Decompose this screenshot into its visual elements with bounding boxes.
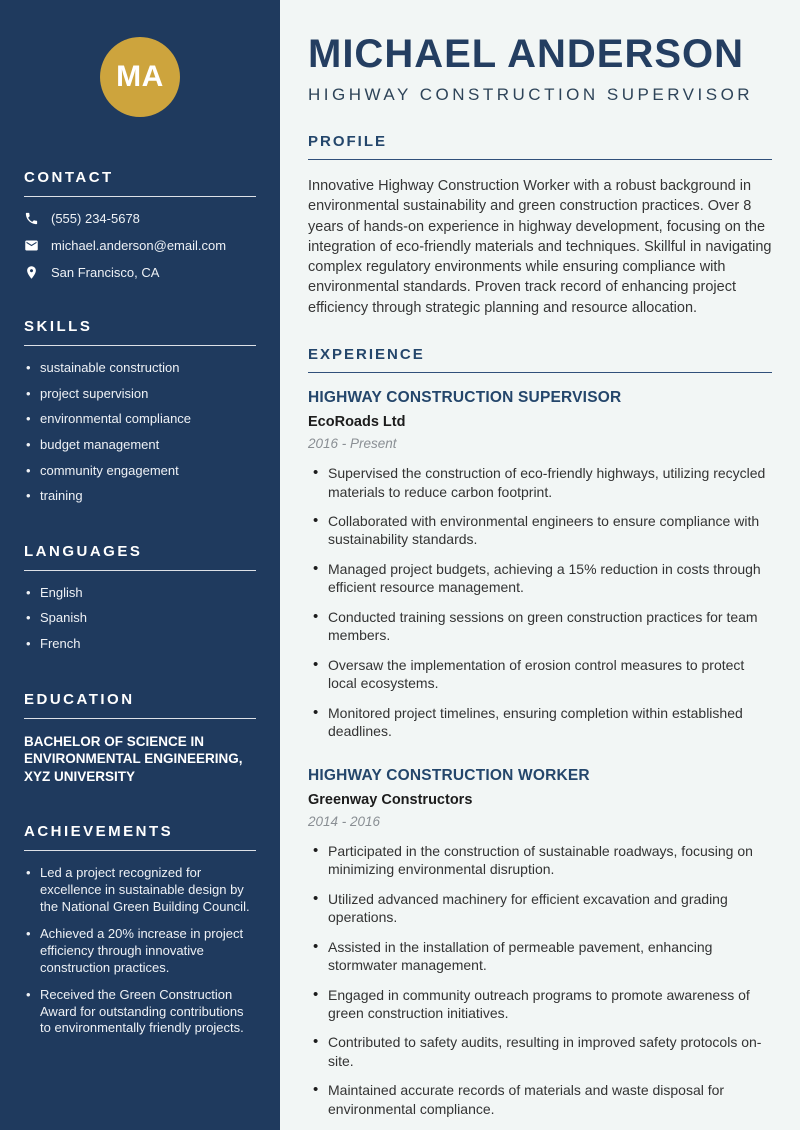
job-bullet: • Oversaw the implementation of erosion control measures to protect local ecosystems. xyxy=(308,656,772,693)
job-company: EcoRoads Ltd xyxy=(308,414,406,431)
sidebar xyxy=(0,0,280,1130)
phone-icon xyxy=(24,211,39,226)
job-dates: 2014 - 2016 xyxy=(308,813,381,829)
skills-heading: SKILLS xyxy=(24,318,256,346)
achievements-section xyxy=(24,823,256,1037)
job-role: HIGHWAY CONSTRUCTION SUPERVISOR xyxy=(308,389,622,407)
job-company: Greenway Constructors xyxy=(308,791,473,808)
location-icon xyxy=(24,265,39,280)
language-item: • French xyxy=(24,636,256,653)
avatar-wrap xyxy=(24,37,256,117)
job-bullet: • Participated in the construction of sustainable roadways, focusing on minimizing environmental disruption. xyxy=(308,842,772,879)
job-bullet: • Utilized advanced machinery for efficient excavation and grading operations. xyxy=(308,890,772,927)
languages-section xyxy=(24,543,256,653)
job-role: HIGHWAY CONSTRUCTION WORKER xyxy=(308,766,590,784)
main-content xyxy=(280,0,800,1130)
email-icon xyxy=(24,238,39,253)
skill-item: • environmental compliance xyxy=(24,411,256,428)
profile-heading: PROFILE xyxy=(308,133,772,160)
email-value: michael.anderson@email.com xyxy=(51,238,227,253)
job-bullet: • Supervised the construction of eco-friendly highways, utilizing recycled materials to reduce carbon footprint. xyxy=(308,464,772,501)
job-entry-2 xyxy=(308,767,772,1119)
skill-item: • budget management xyxy=(24,437,256,454)
job-subtitle: HIGHWAY CONSTRUCTION SUPERVISOR xyxy=(308,85,754,104)
job-bullet: • Monitored project timelines, ensuring completion within established deadlines. xyxy=(308,704,772,741)
achievement-item: • Achieved a 20% increase in project efficiency through innovative construction practices. xyxy=(24,926,256,977)
job-bullet-list xyxy=(308,464,772,741)
education-heading: EDUCATION xyxy=(24,691,256,719)
job-bullet: • Assisted in the installation of permeable pavement, enhancing stormwater management. xyxy=(308,938,772,975)
job-dates: 2016 - Present xyxy=(308,436,397,452)
achievement-item: • Received the Green Construction Award for outstanding contributions to environmentally friendly projects. xyxy=(24,987,256,1038)
skill-item: • community engagement xyxy=(24,463,256,480)
achievement-item: • Led a project recognized for excellence in sustainable design by the National Green Building Council. xyxy=(24,865,256,916)
location-value: San Francisco, CA xyxy=(51,265,160,280)
contact-row-email xyxy=(24,238,256,253)
contact-row-phone xyxy=(24,211,256,226)
contact-heading: CONTACT xyxy=(24,169,256,197)
experience-heading: EXPERIENCE xyxy=(308,346,772,373)
skills-list xyxy=(24,360,256,505)
profile-section xyxy=(308,133,772,318)
profile-text: Innovative Highway Construction Worker with a robust background in environmental sustainability and green construction practices. Over 8 years of hands-on experience in highway development, focusing on the integration of eco-friendly materials and techniques. Skillful in navigating complex regulatory environments while ensuring compliance with environmental standards. Proven track record of enhancing project efficiency through strategic planning and resource allocation. xyxy=(308,178,772,316)
avatar xyxy=(100,37,180,117)
avatar-initials: MA xyxy=(116,60,164,93)
experience-section xyxy=(308,346,772,1118)
job-bullet: • Contributed to safety audits, resulting in improved safety protocols on-site. xyxy=(308,1033,772,1070)
degree-text: BACHELOR OF SCIENCE IN ENVIRONMENTAL ENGINEERING, XYZ UNIVERSITY xyxy=(24,733,243,784)
languages-heading: LANGUAGES xyxy=(24,543,256,571)
page-title: MICHAEL ANDERSON xyxy=(308,32,745,76)
achievements-list xyxy=(24,865,256,1037)
job-bullet-list xyxy=(308,842,772,1119)
education-section xyxy=(24,691,256,786)
skills-section xyxy=(24,318,256,505)
job-bullet: • Collaborated with environmental engineers to ensure compliance with sustainability standards. xyxy=(308,512,772,549)
languages-list xyxy=(24,585,256,653)
job-bullet: • Engaged in community outreach programs to promote awareness of green construction initiatives. xyxy=(308,986,772,1023)
job-bullet: • Conducted training sessions on green construction practices for team members. xyxy=(308,608,772,645)
contact-section xyxy=(24,169,256,280)
job-bullet: • Managed project budgets, achieving a 15% reduction in costs through efficient resource management. xyxy=(308,560,772,597)
phone-value: (555) 234-5678 xyxy=(51,211,140,226)
skill-item: • training xyxy=(24,488,256,505)
achievements-heading: ACHIEVEMENTS xyxy=(24,823,256,851)
contact-row-location xyxy=(24,265,256,280)
language-item: • English xyxy=(24,585,256,602)
job-bullet: • Maintained accurate records of materials and waste disposal for environmental compliance. xyxy=(308,1081,772,1118)
language-item: • Spanish xyxy=(24,610,256,627)
skill-item: • sustainable construction xyxy=(24,360,256,377)
job-entry-1 xyxy=(308,389,772,741)
skill-item: • project supervision xyxy=(24,386,256,403)
